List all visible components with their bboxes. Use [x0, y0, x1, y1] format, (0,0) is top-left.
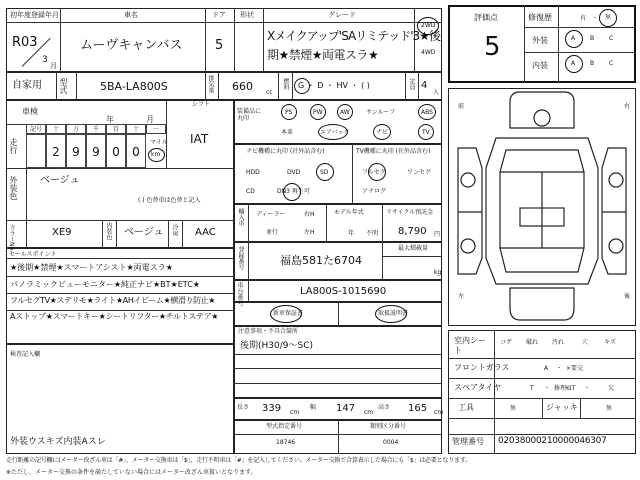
- navi-label: ナビ機種に丸印 (社外品含む): [246, 148, 325, 155]
- mileage-header-cell: 一: [146, 124, 166, 134]
- sales-line-1: ★後期★禁煙★スマートアシスト★両電スラ★: [10, 263, 173, 272]
- shift-value: IAT: [190, 132, 209, 146]
- spare-sep-2: ・: [584, 385, 591, 392]
- month-unit: 月: [50, 62, 57, 70]
- tools-label: 工具: [458, 403, 474, 412]
- interior-a: A: [571, 60, 576, 67]
- diagram-rear-mark: 後: [624, 293, 631, 300]
- height-value: 165: [408, 403, 428, 414]
- interior-grade-label: 内装: [532, 61, 548, 70]
- mileage-header-cell: 百: [106, 124, 126, 134]
- import-parallel: 並行: [266, 229, 279, 236]
- navi-dvd: DVD: [287, 169, 301, 176]
- equip-airbag: エアバック: [320, 129, 350, 136]
- mileage-digit-cell: 0: [126, 134, 146, 168]
- notes-label: 注意事項・不具合箇所: [238, 328, 299, 335]
- model-year-label: モデル年式: [334, 209, 364, 216]
- mileage-digit-cell: [26, 134, 46, 168]
- front-glass-sep: ・: [556, 365, 563, 372]
- interior-b: B: [590, 60, 595, 67]
- sheet-yabure: 破れ: [526, 339, 539, 346]
- tools-value: 無: [510, 405, 517, 412]
- kg-unit: kg: [434, 269, 442, 276]
- shift-label: シフト: [192, 101, 211, 108]
- person-unit: 人: [433, 89, 440, 96]
- score-value: 5: [484, 32, 501, 62]
- usage-value: 自家用: [12, 80, 42, 91]
- fuel-label: 燃料: [282, 78, 289, 90]
- shape-label: 形状: [240, 11, 254, 19]
- displacement-value: 660: [232, 80, 253, 93]
- length-label: 長さ: [237, 404, 250, 411]
- color-no-value: XE9: [52, 227, 72, 238]
- equip-aw: AW: [340, 109, 350, 116]
- mileage-header-cell: 記号: [26, 124, 46, 134]
- diagram-right-mark: 右: [624, 103, 631, 110]
- diagram-left-mark: 左: [458, 293, 465, 300]
- color-value: ベージュ: [40, 175, 80, 186]
- equip-leather: 本革: [281, 129, 294, 136]
- footer-line-2: ※ただし、メーター交換の条件を満たしていない場合にはメーター改ざん車扱いとなります。: [6, 469, 257, 476]
- inspection-label: 車検: [22, 107, 38, 116]
- equip-ps: PS: [285, 109, 293, 116]
- model-label: 型式: [59, 78, 68, 94]
- notes-value: 後期(H30/9〜SC): [240, 341, 313, 351]
- jack-label: ジャッキ: [546, 403, 578, 412]
- spare-sep-1: ・: [544, 385, 551, 392]
- color-label: 外装色: [9, 176, 18, 200]
- repair-sep: ・: [592, 15, 599, 22]
- car-diagram: [448, 88, 636, 326]
- grade-label: グレード: [328, 11, 356, 19]
- grade-value-2: 期★禁煙★両電スラ★: [267, 48, 379, 62]
- tv-fullseg: フルセグ: [362, 169, 386, 176]
- equip-sunroof: サンルーフ: [366, 109, 396, 116]
- recycle-label: リサイクル預託金: [386, 209, 434, 216]
- front-glass-label: フロントガラス: [454, 363, 510, 372]
- interior-sheet-label: 室内シート: [454, 336, 486, 356]
- displacement-label: 排気量: [207, 75, 214, 93]
- mileage-header-cell: 十: [46, 124, 66, 134]
- recycle-value: 8,790: [398, 226, 427, 237]
- mileage-header-cell: 千: [86, 124, 106, 134]
- notes-block: [234, 326, 442, 398]
- front-glass-x: ×要交: [566, 365, 584, 372]
- inspection-year: 年: [106, 115, 114, 124]
- grade-value-1: Xメイクアップ'SAリミテッド'3★後: [267, 29, 440, 43]
- sheet-yogore: 汚れ: [552, 339, 565, 346]
- capacity-label: 定員: [408, 78, 415, 90]
- import-left: 左H: [304, 229, 315, 236]
- chassis-label: 車台番号: [236, 282, 243, 306]
- tv-analog: アナログ: [362, 188, 387, 195]
- yen-unit: 円: [434, 231, 441, 238]
- inspector-label: 検査記入欄: [10, 351, 41, 358]
- doors-label: ドア: [212, 11, 226, 19]
- class-label: 類別区分番号: [370, 423, 407, 430]
- sheet-kizu: キズ: [604, 339, 616, 346]
- sales-line-4: Aストップ★スマートキー★シートリフター★チルトステア★: [10, 312, 219, 321]
- navi-cd: CD: [246, 188, 255, 195]
- equip-tv: TV: [422, 129, 430, 136]
- jack-value: 無: [606, 405, 613, 412]
- sales-line-2: パノラミックビューモニター★純正ナビ★BT★ETC★: [10, 280, 200, 289]
- exterior-a: A: [571, 35, 576, 42]
- interior-c: C: [609, 60, 614, 67]
- model-year-year: 年: [348, 230, 355, 237]
- import-label: 輸入車: [237, 208, 244, 226]
- length-value: 339: [262, 403, 282, 414]
- navi-hdd: HDD: [246, 169, 260, 176]
- management-label: 管理番号: [452, 437, 484, 446]
- sheet-ana: 穴: [582, 339, 589, 346]
- mileage-digit-cell: 0: [106, 134, 126, 168]
- spare-tire-label: スペアタイヤ: [454, 383, 502, 392]
- navi-sd: SD: [320, 169, 329, 176]
- mileage-header-cell: 十: [126, 124, 146, 134]
- chassis-value: LA800S-1015690: [300, 286, 387, 297]
- height-unit: cm: [434, 409, 444, 416]
- new-warranty: 新車保証書: [273, 310, 304, 317]
- registration-label: 登録番号: [237, 246, 244, 270]
- spare-missing: 欠: [608, 385, 615, 392]
- type-cert-value: 18746: [276, 439, 296, 446]
- import-right: 右H: [304, 211, 315, 218]
- doors-value: 5: [215, 38, 224, 53]
- first-reg-month: 3: [42, 55, 48, 65]
- km-label: km: [151, 151, 161, 158]
- mileage-label: 走行: [9, 138, 18, 154]
- footer-line-1: 走行距離の記号欄に(メーター改ざん車は「#」、メーター交換車は「$」、走行不明車は「#」を記入してください。メーター交換で合算表示した場合にも「$」は必要となります。: [6, 457, 471, 464]
- first-reg-value: R03: [12, 35, 38, 50]
- inspection-month: 月: [146, 115, 154, 124]
- exterior-b: B: [590, 35, 595, 42]
- max-load-label: 最大積載量: [398, 245, 429, 252]
- exterior-c: C: [609, 35, 614, 42]
- cc-unit: cc: [266, 89, 273, 96]
- left-mid-block: [6, 100, 234, 248]
- color-no-label: カラーNo.: [8, 224, 15, 252]
- height-label: 高さ: [378, 404, 391, 411]
- row2-table: [6, 72, 442, 100]
- sheet-koge: コゲ: [500, 339, 513, 346]
- equip-pw: PW: [313, 109, 323, 116]
- manual: 取扱説明書: [378, 310, 409, 317]
- mileage-header-cell: 万: [66, 124, 86, 134]
- equip-abs: ABS: [421, 109, 433, 116]
- repair-no: 無: [605, 14, 612, 21]
- interior-label: 内装色: [105, 222, 112, 240]
- equipment-label: 装備品に丸印: [237, 108, 262, 123]
- registration-value: 福島581た6704: [280, 254, 362, 267]
- exterior-label: 外装: [532, 36, 548, 45]
- interior-value: ベージュ: [124, 227, 164, 238]
- front-glass-a: A: [544, 365, 549, 372]
- width-label: 幅: [310, 404, 317, 411]
- ac-label: 冷房: [171, 224, 178, 236]
- first-reg-label: 初年度登録年月: [10, 11, 59, 19]
- drive-4wd: 4WD: [421, 49, 436, 56]
- management-value: 02038000210000046307: [498, 436, 607, 446]
- width-value: 147: [336, 403, 356, 414]
- class-value: 0004: [383, 439, 399, 446]
- equip-navi: ナビ: [376, 129, 389, 136]
- capacity-value: 4: [421, 80, 428, 91]
- repair-yes: 有: [580, 15, 587, 22]
- tv-label: TV機種に丸印 (社外品含む): [356, 148, 431, 155]
- repair-label: 修復歴: [528, 13, 552, 22]
- mileage-digit-cell: 2: [46, 134, 66, 168]
- score-label: 評価点: [474, 13, 498, 22]
- inspector-note: 外装ウスキズ内装Aスレ: [10, 437, 106, 447]
- mileage-digit-cell: 9: [66, 134, 86, 168]
- type-cert-label: 型式指定番号: [266, 423, 303, 430]
- drive-2wd: 2WD: [421, 22, 436, 29]
- model-year-unknown: 不明: [366, 230, 379, 237]
- mileage-digit-cell: 9: [86, 134, 106, 168]
- color-note: ( ) 色替車は色替と記入: [138, 197, 201, 204]
- import-dealer: ディーラー: [256, 211, 286, 218]
- model-value: 5BA-LA800S: [100, 80, 168, 93]
- tv-oneseg: ワンセグ: [407, 169, 432, 176]
- ac-value: AAC: [195, 227, 216, 238]
- navi-dn3: DN3 再生可: [277, 188, 310, 195]
- spare-t: T: [530, 385, 534, 392]
- width-unit: cm: [364, 409, 374, 416]
- sales-line-3: フルセグTV★ステリモ★ライト★AHイビーム★横滑り防止★: [10, 296, 216, 305]
- fuel-options: G ・ D ・ HV ・ ( ): [298, 81, 370, 90]
- diagram-front-mark: 前: [458, 103, 465, 110]
- car-name-label: 車名: [124, 11, 138, 19]
- sales-points-label: セールスポイント: [9, 251, 57, 258]
- length-unit: cm: [290, 409, 300, 416]
- spare-kit: 修理KIT: [554, 385, 576, 392]
- car-name-value: ムーヴキャンバス: [80, 38, 183, 53]
- mile-label: マイル: [150, 139, 168, 146]
